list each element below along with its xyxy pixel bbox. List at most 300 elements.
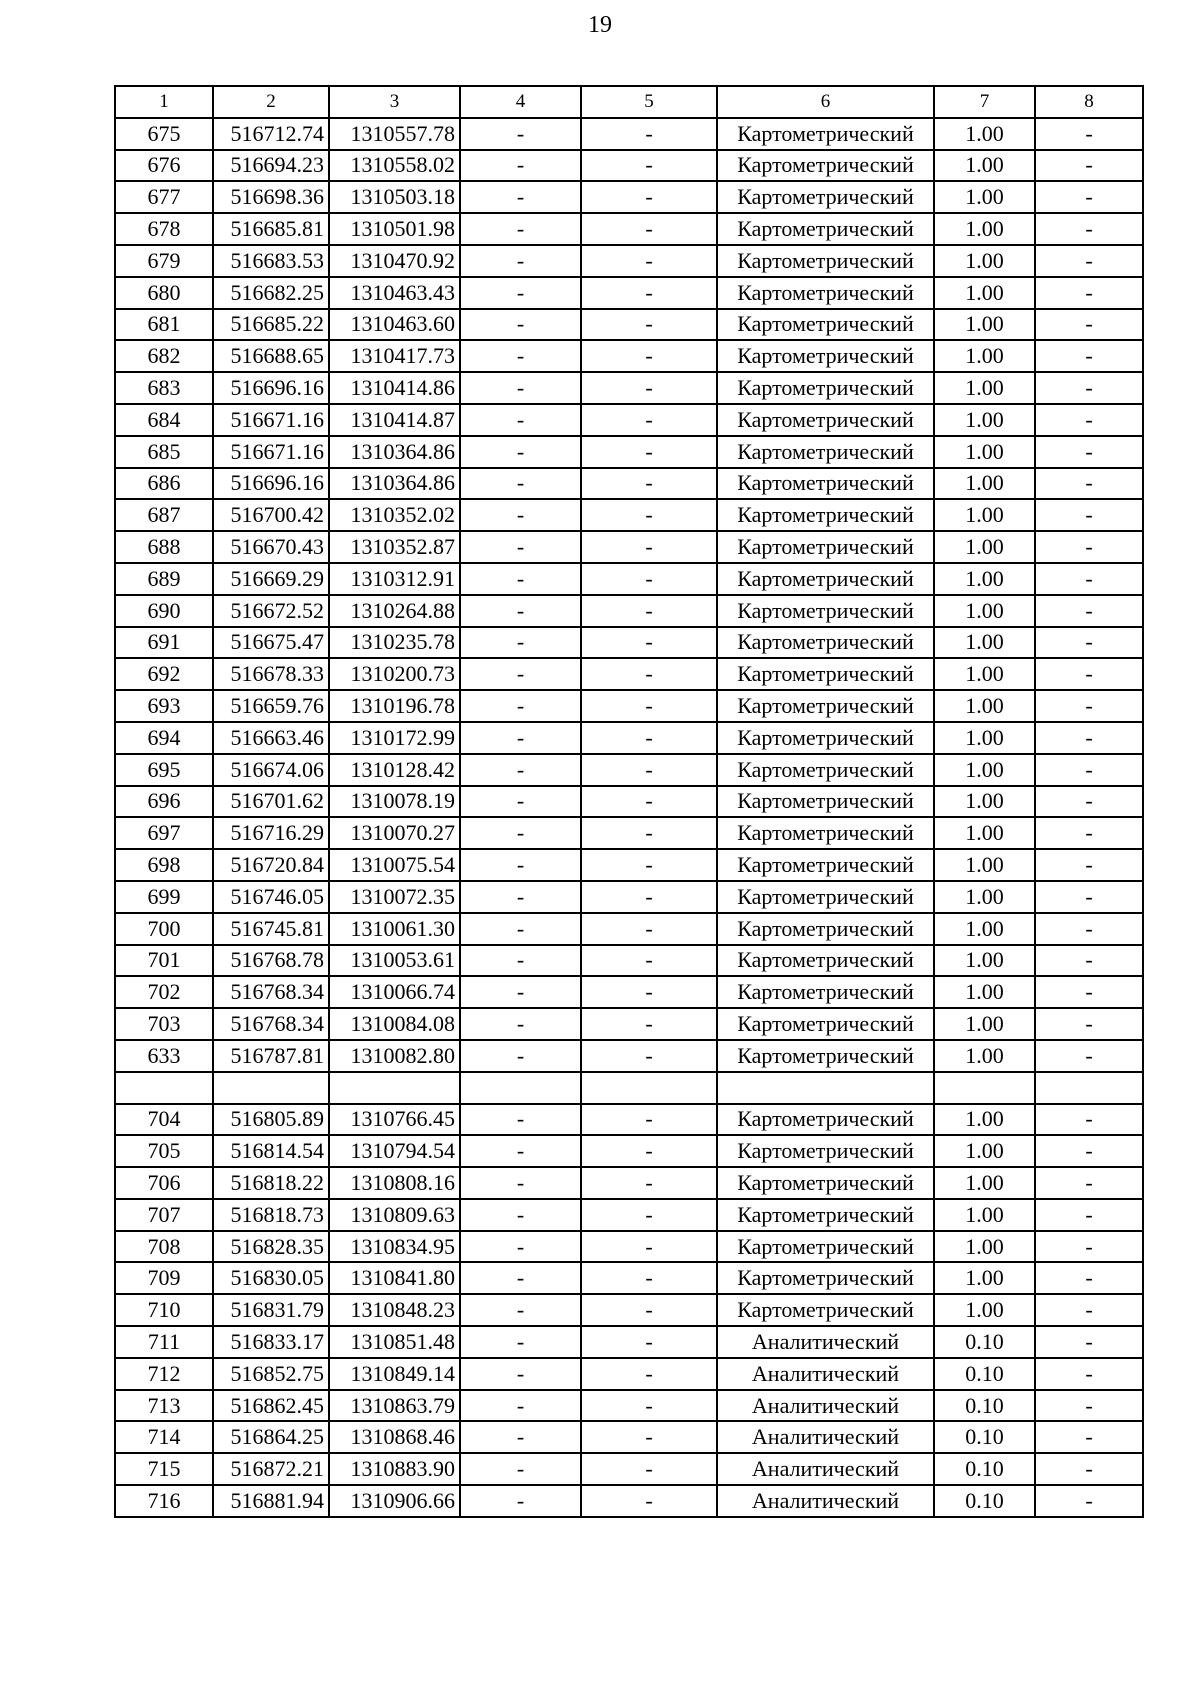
- cell-point-number: 691: [115, 627, 213, 659]
- cell-method: Картометрический: [717, 945, 934, 977]
- cell-column-8: -: [1035, 1453, 1143, 1485]
- cell-accuracy: 1.00: [934, 913, 1035, 945]
- cell-column-5: -: [581, 150, 717, 182]
- cell-column-4: -: [460, 245, 581, 277]
- cell-x-coordinate: 516701.62: [213, 786, 329, 818]
- cell-accuracy: 1.00: [934, 1294, 1035, 1326]
- cell-accuracy: 1.00: [934, 309, 1035, 341]
- cell-y-coordinate: 1310082.80: [329, 1040, 460, 1072]
- cell-method: Картометрический: [717, 881, 934, 913]
- cell-column-8: -: [1035, 118, 1143, 150]
- cell-column-8: -: [1035, 849, 1143, 881]
- cell-column-4: -: [460, 1199, 581, 1231]
- cell-y-coordinate: 1310128.42: [329, 754, 460, 786]
- cell-x-coordinate: 516833.17: [213, 1326, 329, 1358]
- cell-accuracy: 1.00: [934, 277, 1035, 309]
- cell-y-coordinate: 1310851.48: [329, 1326, 460, 1358]
- table-row: [115, 213, 1143, 245]
- cell-y-coordinate: 1310084.08: [329, 1008, 460, 1040]
- cell-column-4: -: [460, 786, 581, 818]
- cell-accuracy: 1.00: [934, 563, 1035, 595]
- table-row: [115, 181, 1143, 213]
- cell-y-coordinate: 1310463.43: [329, 277, 460, 309]
- cell-method: Картометрический: [717, 404, 934, 436]
- cell-column-8: -: [1035, 245, 1143, 277]
- header-cell: 4: [460, 86, 581, 118]
- cell-column-8: -: [1035, 404, 1143, 436]
- cell-method: Аналитический: [717, 1421, 934, 1453]
- cell-column-5: -: [581, 849, 717, 881]
- cell-accuracy: 1.00: [934, 1262, 1035, 1294]
- cell-column-4: -: [460, 1485, 581, 1517]
- cell-y-coordinate: 1310053.61: [329, 945, 460, 977]
- cell-column-8: -: [1035, 1199, 1143, 1231]
- cell-point-number: 683: [115, 372, 213, 404]
- cell-point-number: 679: [115, 245, 213, 277]
- cell-column-5: -: [581, 1262, 717, 1294]
- cell-column-8: -: [1035, 1294, 1143, 1326]
- cell-column-4: -: [460, 945, 581, 977]
- cell-column-8: -: [1035, 563, 1143, 595]
- cell-method: Картометрический: [717, 976, 934, 1008]
- cell-column-4: -: [460, 1167, 581, 1199]
- cell-column-4: -: [460, 213, 581, 245]
- cell-x-coordinate: 516674.06: [213, 754, 329, 786]
- cell-y-coordinate: 1310463.60: [329, 309, 460, 341]
- cell-accuracy: 1.00: [934, 1135, 1035, 1167]
- table-row: [115, 309, 1143, 341]
- cell-column-5: -: [581, 1199, 717, 1231]
- header-cell: 8: [1035, 86, 1143, 118]
- cell-column-8: -: [1035, 976, 1143, 1008]
- table-row: [115, 404, 1143, 436]
- cell-y-coordinate: 1310470.92: [329, 245, 460, 277]
- cell-point-number: 701: [115, 945, 213, 977]
- cell-y-coordinate: 1310557.78: [329, 118, 460, 150]
- cell-x-coordinate: 516768.78: [213, 945, 329, 977]
- cell-method: [717, 1072, 934, 1104]
- cell-column-4: -: [460, 150, 581, 182]
- table-row: [115, 1167, 1143, 1199]
- cell-point-number: 633: [115, 1040, 213, 1072]
- cell-column-4: -: [460, 976, 581, 1008]
- cell-column-4: -: [460, 1008, 581, 1040]
- table-row: [115, 976, 1143, 1008]
- page-number: 19: [588, 12, 612, 38]
- cell-x-coordinate: 516864.25: [213, 1421, 329, 1453]
- cell-accuracy: 1.00: [934, 754, 1035, 786]
- cell-x-coordinate: 516852.75: [213, 1358, 329, 1390]
- cell-method: Картометрический: [717, 1135, 934, 1167]
- cell-y-coordinate: 1310558.02: [329, 150, 460, 182]
- cell-y-coordinate: 1310264.88: [329, 595, 460, 627]
- cell-column-4: -: [460, 1326, 581, 1358]
- cell-method: Картометрический: [717, 436, 934, 468]
- cell-column-5: -: [581, 1167, 717, 1199]
- cell-method: Картометрический: [717, 627, 934, 659]
- cell-column-8: -: [1035, 595, 1143, 627]
- table-row: [115, 881, 1143, 913]
- cell-column-8: -: [1035, 1008, 1143, 1040]
- cell-x-coordinate: 516671.16: [213, 436, 329, 468]
- cell-method: Картометрический: [717, 1294, 934, 1326]
- cell-column-5: -: [581, 658, 717, 690]
- cell-column-4: -: [460, 563, 581, 595]
- cell-accuracy: 1.00: [934, 499, 1035, 531]
- cell-x-coordinate: 516872.21: [213, 1453, 329, 1485]
- cell-accuracy: 1.00: [934, 658, 1035, 690]
- cell-column-4: -: [460, 118, 581, 150]
- table-row: [115, 340, 1143, 372]
- cell-column-5: -: [581, 1104, 717, 1136]
- cell-point-number: 700: [115, 913, 213, 945]
- cell-column-4: -: [460, 1453, 581, 1485]
- cell-method: Картометрический: [717, 118, 934, 150]
- cell-column-5: -: [581, 881, 717, 913]
- cell-y-coordinate: 1310352.02: [329, 499, 460, 531]
- cell-point-number: 698: [115, 849, 213, 881]
- cell-point-number: 690: [115, 595, 213, 627]
- cell-point-number: 686: [115, 468, 213, 500]
- cell-x-coordinate: 516700.42: [213, 499, 329, 531]
- cell-point-number: 693: [115, 690, 213, 722]
- cell-y-coordinate: 1310364.86: [329, 436, 460, 468]
- cell-method: Картометрический: [717, 340, 934, 372]
- cell-column-5: -: [581, 531, 717, 563]
- cell-method: Картометрический: [717, 1167, 934, 1199]
- cell-method: Картометрический: [717, 277, 934, 309]
- table-row: [115, 1453, 1143, 1485]
- cell-point-number: 707: [115, 1199, 213, 1231]
- cell-x-coordinate: 516831.79: [213, 1294, 329, 1326]
- cell-column-5: -: [581, 786, 717, 818]
- cell-column-5: -: [581, 722, 717, 754]
- cell-accuracy: 1.00: [934, 436, 1035, 468]
- table-row: [115, 1390, 1143, 1422]
- cell-x-coordinate: 516720.84: [213, 849, 329, 881]
- cell-point-number: 689: [115, 563, 213, 595]
- cell-x-coordinate: 516671.16: [213, 404, 329, 436]
- cell-column-8: -: [1035, 690, 1143, 722]
- cell-y-coordinate: 1310809.63: [329, 1199, 460, 1231]
- header-row: [115, 86, 1143, 118]
- cell-column-4: -: [460, 372, 581, 404]
- cell-column-4: -: [460, 1104, 581, 1136]
- cell-y-coordinate: 1310849.14: [329, 1358, 460, 1390]
- table-row: [115, 1199, 1143, 1231]
- cell-x-coordinate: 516818.73: [213, 1199, 329, 1231]
- cell-column-8: -: [1035, 945, 1143, 977]
- cell-column-4: -: [460, 1231, 581, 1263]
- cell-column-4: -: [460, 913, 581, 945]
- cell-point-number: 682: [115, 340, 213, 372]
- cell-accuracy: 0.10: [934, 1326, 1035, 1358]
- cell-method: Картометрический: [717, 468, 934, 500]
- cell-y-coordinate: 1310841.80: [329, 1262, 460, 1294]
- cell-x-coordinate: 516805.89: [213, 1104, 329, 1136]
- cell-y-coordinate: 1310312.91: [329, 563, 460, 595]
- header-cell: 5: [581, 86, 717, 118]
- cell-column-4: -: [460, 309, 581, 341]
- cell-x-coordinate: 516669.29: [213, 563, 329, 595]
- cell-column-5: -: [581, 690, 717, 722]
- cell-y-coordinate: 1310200.73: [329, 658, 460, 690]
- cell-y-coordinate: 1310808.16: [329, 1167, 460, 1199]
- cell-method: Картометрический: [717, 213, 934, 245]
- cell-accuracy: 1.00: [934, 976, 1035, 1008]
- cell-accuracy: 1.00: [934, 150, 1035, 182]
- cell-x-coordinate: 516768.34: [213, 1008, 329, 1040]
- cell-column-5: -: [581, 404, 717, 436]
- cell-point-number: 716: [115, 1485, 213, 1517]
- cell-x-coordinate: 516712.74: [213, 118, 329, 150]
- cell-accuracy: 1.00: [934, 722, 1035, 754]
- cell-point-number: 685: [115, 436, 213, 468]
- cell-column-8: -: [1035, 340, 1143, 372]
- cell-x-coordinate: 516830.05: [213, 1262, 329, 1294]
- cell-y-coordinate: [329, 1072, 460, 1104]
- cell-column-8: -: [1035, 1104, 1143, 1136]
- cell-column-5: -: [581, 1008, 717, 1040]
- cell-column-5: -: [581, 945, 717, 977]
- table-row: [115, 786, 1143, 818]
- cell-point-number: 713: [115, 1390, 213, 1422]
- cell-column-8: -: [1035, 213, 1143, 245]
- cell-column-5: -: [581, 1040, 717, 1072]
- cell-method: Картометрический: [717, 786, 934, 818]
- cell-x-coordinate: 516685.22: [213, 309, 329, 341]
- cell-x-coordinate: 516814.54: [213, 1135, 329, 1167]
- cell-x-coordinate: 516688.65: [213, 340, 329, 372]
- cell-column-8: -: [1035, 1358, 1143, 1390]
- table-row: [115, 245, 1143, 277]
- cell-y-coordinate: 1310070.27: [329, 817, 460, 849]
- cell-column-8: -: [1035, 881, 1143, 913]
- cell-column-5: -: [581, 181, 717, 213]
- cell-y-coordinate: 1310352.87: [329, 531, 460, 563]
- table-row: [115, 563, 1143, 595]
- cell-x-coordinate: 516694.23: [213, 150, 329, 182]
- table-row: [115, 436, 1143, 468]
- cell-method: Картометрический: [717, 372, 934, 404]
- table-row: [115, 849, 1143, 881]
- cell-method: Картометрический: [717, 1040, 934, 1072]
- cell-accuracy: 1.00: [934, 404, 1035, 436]
- cell-accuracy: 1.00: [934, 817, 1035, 849]
- cell-point-number: 688: [115, 531, 213, 563]
- cell-column-8: -: [1035, 1262, 1143, 1294]
- cell-x-coordinate: 516685.81: [213, 213, 329, 245]
- cell-column-8: -: [1035, 1231, 1143, 1263]
- cell-accuracy: 1.00: [934, 468, 1035, 500]
- cell-point-number: 714: [115, 1421, 213, 1453]
- table-row: [115, 913, 1143, 945]
- cell-y-coordinate: 1310868.46: [329, 1421, 460, 1453]
- table-row: [115, 150, 1143, 182]
- cell-x-coordinate: 516881.94: [213, 1485, 329, 1517]
- table-row: [115, 1008, 1143, 1040]
- cell-column-8: -: [1035, 1485, 1143, 1517]
- cell-accuracy: 1.00: [934, 531, 1035, 563]
- cell-column-8: -: [1035, 722, 1143, 754]
- cell-column-5: -: [581, 277, 717, 309]
- cell-column-8: -: [1035, 309, 1143, 341]
- cell-column-5: -: [581, 1326, 717, 1358]
- cell-column-8: -: [1035, 372, 1143, 404]
- cell-method: Картометрический: [717, 595, 934, 627]
- table-header: [115, 86, 1143, 118]
- cell-column-5: -: [581, 754, 717, 786]
- cell-column-4: -: [460, 627, 581, 659]
- header-cell: 3: [329, 86, 460, 118]
- cell-point-number: 695: [115, 754, 213, 786]
- cell-column-5: -: [581, 627, 717, 659]
- table-row: [115, 722, 1143, 754]
- cell-x-coordinate: 516682.25: [213, 277, 329, 309]
- table-row: [115, 1485, 1143, 1517]
- cell-method: Картометрический: [717, 1008, 934, 1040]
- table-row: [115, 658, 1143, 690]
- cell-method: Картометрический: [717, 754, 934, 786]
- cell-column-4: -: [460, 722, 581, 754]
- cell-accuracy: 1.00: [934, 1231, 1035, 1263]
- cell-column-4: -: [460, 181, 581, 213]
- cell-accuracy: 1.00: [934, 849, 1035, 881]
- cell-y-coordinate: 1310414.86: [329, 372, 460, 404]
- table-row: [115, 1231, 1143, 1263]
- cell-x-coordinate: 516818.22: [213, 1167, 329, 1199]
- coordinates-table: [114, 85, 1144, 1518]
- cell-column-5: -: [581, 1294, 717, 1326]
- cell-column-4: -: [460, 1262, 581, 1294]
- cell-accuracy: 1.00: [934, 1167, 1035, 1199]
- cell-y-coordinate: 1310501.98: [329, 213, 460, 245]
- cell-x-coordinate: 516675.47: [213, 627, 329, 659]
- table-row: [115, 817, 1143, 849]
- cell-column-4: -: [460, 1421, 581, 1453]
- cell-point-number: 699: [115, 881, 213, 913]
- cell-x-coordinate: 516746.05: [213, 881, 329, 913]
- cell-accuracy: 1.00: [934, 372, 1035, 404]
- cell-method: Картометрический: [717, 531, 934, 563]
- header-cell: 7: [934, 86, 1035, 118]
- cell-column-4: -: [460, 595, 581, 627]
- cell-column-4: -: [460, 340, 581, 372]
- cell-column-4: -: [460, 754, 581, 786]
- cell-point-number: 681: [115, 309, 213, 341]
- cell-accuracy: 0.10: [934, 1453, 1035, 1485]
- table-row: [115, 1358, 1143, 1390]
- cell-column-5: -: [581, 118, 717, 150]
- cell-method: Картометрический: [717, 913, 934, 945]
- cell-method: Картометрический: [717, 849, 934, 881]
- table-row: [115, 499, 1143, 531]
- cell-x-coordinate: 516696.16: [213, 468, 329, 500]
- table-row: [115, 372, 1143, 404]
- cell-accuracy: 0.10: [934, 1358, 1035, 1390]
- cell-x-coordinate: 516683.53: [213, 245, 329, 277]
- cell-point-number: 697: [115, 817, 213, 849]
- cell-column-5: [581, 1072, 717, 1104]
- cell-method: Картометрический: [717, 817, 934, 849]
- table-body: [115, 118, 1143, 1517]
- cell-column-8: -: [1035, 499, 1143, 531]
- cell-column-4: -: [460, 658, 581, 690]
- cell-y-coordinate: 1310235.78: [329, 627, 460, 659]
- cell-column-4: -: [460, 817, 581, 849]
- header-cell: 1: [115, 86, 213, 118]
- header-cell: 2: [213, 86, 329, 118]
- cell-point-number: 715: [115, 1453, 213, 1485]
- cell-method: Картометрический: [717, 658, 934, 690]
- cell-point-number: 709: [115, 1262, 213, 1294]
- cell-accuracy: 1.00: [934, 690, 1035, 722]
- cell-accuracy: 1.00: [934, 181, 1035, 213]
- cell-x-coordinate: 516663.46: [213, 722, 329, 754]
- cell-column-5: -: [581, 1358, 717, 1390]
- cell-method: Аналитический: [717, 1358, 934, 1390]
- cell-column-8: -: [1035, 1326, 1143, 1358]
- table-row: [115, 1294, 1143, 1326]
- cell-y-coordinate: 1310196.78: [329, 690, 460, 722]
- cell-column-4: -: [460, 436, 581, 468]
- table-row: [115, 1040, 1143, 1072]
- cell-column-8: -: [1035, 754, 1143, 786]
- cell-x-coordinate: 516672.52: [213, 595, 329, 627]
- cell-point-number: 692: [115, 658, 213, 690]
- cell-method: Картометрический: [717, 499, 934, 531]
- cell-accuracy: 1.00: [934, 945, 1035, 977]
- cell-column-8: -: [1035, 277, 1143, 309]
- cell-column-8: -: [1035, 817, 1143, 849]
- cell-point-number: 696: [115, 786, 213, 818]
- table-row: [115, 118, 1143, 150]
- cell-column-8: -: [1035, 468, 1143, 500]
- cell-column-5: -: [581, 245, 717, 277]
- table-row: [115, 1135, 1143, 1167]
- cell-y-coordinate: 1310061.30: [329, 913, 460, 945]
- cell-column-8: -: [1035, 786, 1143, 818]
- cell-column-5: -: [581, 499, 717, 531]
- cell-column-8: -: [1035, 150, 1143, 182]
- table-row: [115, 1262, 1143, 1294]
- cell-column-8: -: [1035, 1421, 1143, 1453]
- cell-y-coordinate: 1310072.35: [329, 881, 460, 913]
- cell-column-4: -: [460, 531, 581, 563]
- cell-column-4: -: [460, 1294, 581, 1326]
- cell-method: Картометрический: [717, 1231, 934, 1263]
- cell-accuracy: 1.00: [934, 118, 1035, 150]
- cell-column-4: -: [460, 1358, 581, 1390]
- cell-point-number: 684: [115, 404, 213, 436]
- cell-x-coordinate: 516716.29: [213, 817, 329, 849]
- cell-accuracy: 1.00: [934, 1199, 1035, 1231]
- cell-x-coordinate: 516787.81: [213, 1040, 329, 1072]
- cell-method: Картометрический: [717, 690, 934, 722]
- cell-point-number: 705: [115, 1135, 213, 1167]
- cell-accuracy: 1.00: [934, 881, 1035, 913]
- cell-method: Картометрический: [717, 563, 934, 595]
- table-row: [115, 468, 1143, 500]
- cell-method: Аналитический: [717, 1390, 934, 1422]
- cell-column-8: -: [1035, 1167, 1143, 1199]
- cell-column-4: -: [460, 1135, 581, 1167]
- cell-column-5: -: [581, 1135, 717, 1167]
- cell-y-coordinate: 1310172.99: [329, 722, 460, 754]
- cell-y-coordinate: 1310863.79: [329, 1390, 460, 1422]
- cell-point-number: 687: [115, 499, 213, 531]
- cell-point-number: [115, 1072, 213, 1104]
